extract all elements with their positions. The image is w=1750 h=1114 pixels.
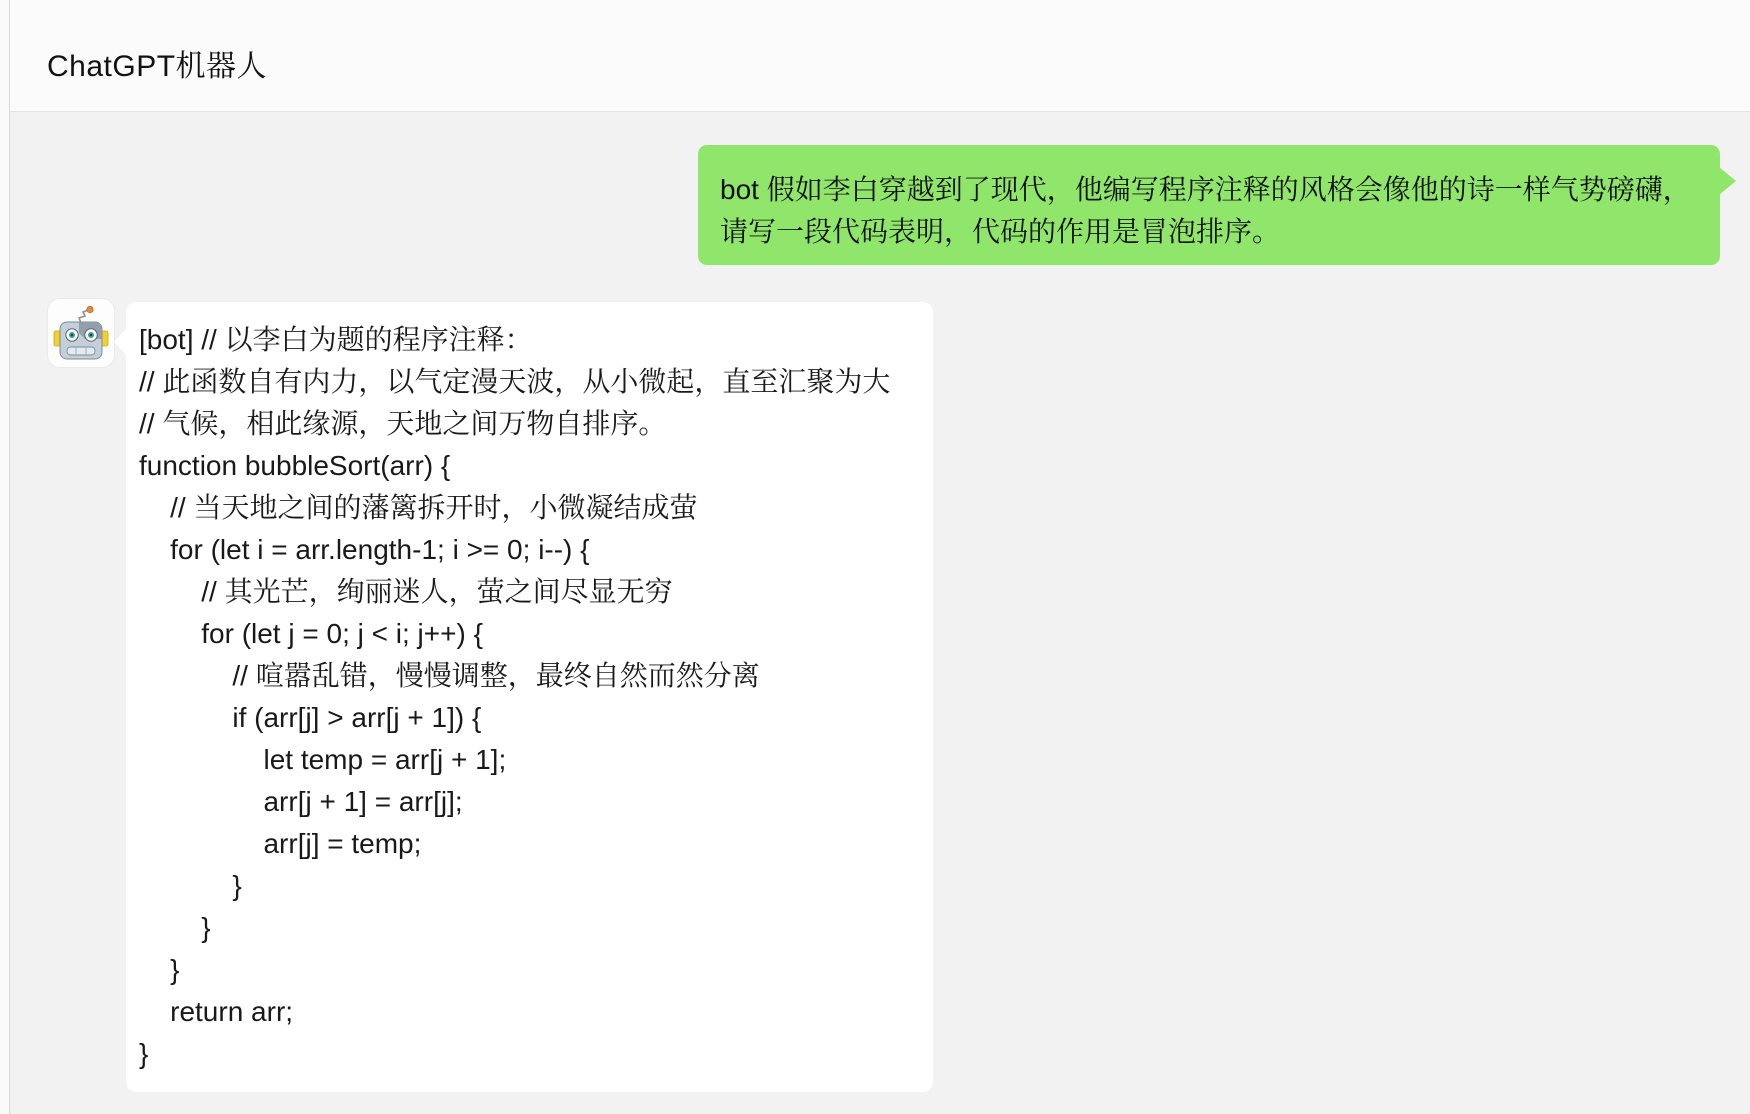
bot-avatar[interactable] — [48, 299, 114, 367]
code-line: arr[j + 1] = arr[j]; — [139, 786, 463, 817]
code-line: [bot] // 以李白为题的程序注释： — [139, 324, 533, 355]
chat-header — [10, 0, 1750, 112]
code-line: arr[j] = temp; — [139, 828, 422, 859]
code-line: } — [139, 1038, 149, 1069]
code-line: for (let i = arr.length-1; i >= 0; i--) { — [139, 534, 590, 565]
bot-message-bubble[interactable] — [126, 302, 933, 1092]
code-line: return arr; — [139, 996, 294, 1027]
code-line: } — [139, 954, 180, 985]
code-line: } — [139, 870, 242, 901]
code-line: for (let j = 0; j < i; j++) { — [139, 618, 483, 649]
chat-title: ChatGPT机器人 — [47, 50, 268, 83]
code-line: let temp = arr[j + 1]; — [139, 744, 507, 775]
code-line: function bubbleSort(arr) { — [139, 450, 451, 481]
code-line: // 喧嚣乱错，慢慢调整，最终自然而然分离 — [139, 660, 760, 691]
user-message-bubble[interactable] — [698, 145, 1720, 265]
robot-icon — [52, 303, 110, 363]
user-message-row — [698, 145, 1720, 265]
code-line: } — [139, 912, 211, 943]
user-message-text: bot 假如李白穿越到了现代，他编写程序注释的风格会像他的诗一样气势磅礴，请写一段代码表明，代码的作用是冒泡排序。 — [720, 174, 1691, 247]
code-line: // 此函数自有内力，以气定漫天波，从小微起，直至汇聚为大 — [139, 366, 891, 397]
code-line: if (arr[j] > arr[j + 1]) { — [139, 702, 482, 733]
code-line: // 其光芒，绚丽迷人，萤之间尽显无穷 — [139, 576, 673, 607]
left-pane-divider — [0, 0, 10, 1114]
code-line: // 气候，相此缘源，天地之间万物自排序。 — [139, 408, 667, 439]
code-line: // 当天地之间的藩篱拆开时，小微凝结成萤 — [139, 492, 698, 523]
